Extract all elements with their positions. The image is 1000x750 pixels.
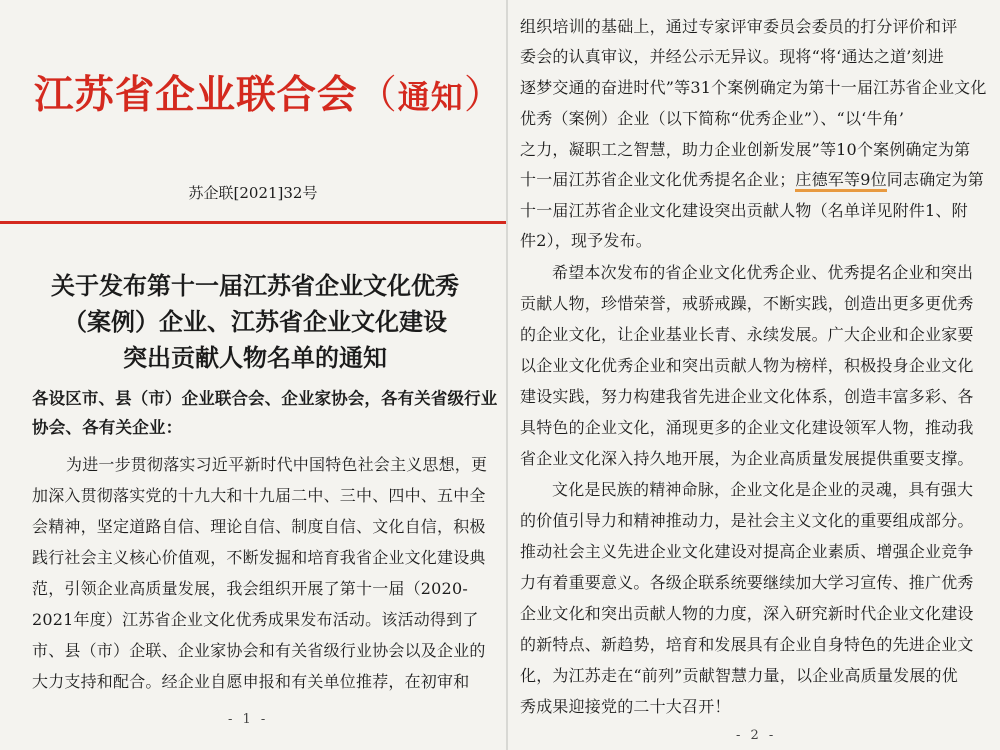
body-line: 践行社会主义核心价值观，不断发掘和培育我省企业文化建设典 — [32, 548, 486, 567]
body-line: 的新特点、新趋势，培育和发展具有企业自身特色的先进企业文 — [520, 635, 974, 654]
body-text: 同志确定为第 — [886, 170, 984, 189]
body-line: 2021年度）江苏省企业文化优秀成果发布活动。该活动得到了 — [32, 610, 479, 629]
header-title — [34, 64, 504, 120]
page-number: - 2 - — [736, 728, 777, 743]
title-line: （案例）企业、江苏省企业文化建设 — [63, 307, 447, 336]
body-line: 之力，凝职工之智慧，助力企业创新发展”等10个案例确定为第 — [520, 140, 971, 159]
body-line: 市、县（市）企联、企业家协会和有关省级行业协会以及企业的 — [32, 641, 486, 660]
body-line: 贡献人物，珍惜荣誉，戒骄戒躁，不断实践，创造出更多更优秀 — [520, 294, 974, 313]
addressee-line: 各设区市、县（市）企业联合会、企业家协会，各有关省级行业 — [32, 389, 498, 408]
addressee-line: 协会、各有关企业： — [32, 418, 183, 437]
body-line: 秀成果迎接党的二十大召开！ — [520, 697, 731, 716]
body-line: 以企业文化优秀企业和突出贡献人物为榜样，积极投身企业文化 — [520, 356, 974, 375]
header-kind: 通知 — [397, 78, 464, 116]
header-org: 江苏省企业联合会 — [34, 72, 358, 118]
highlighted-text: 庄德军等9位 — [795, 170, 886, 192]
body-line: 为进一步贯彻落实习近平新时代中国特色社会主义思想，更 — [66, 455, 488, 474]
header-close-paren: ） — [463, 72, 505, 118]
body-line-highlighted — [520, 167, 984, 190]
title-line: 关于发布第十一届江苏省企业文化优秀 — [51, 271, 459, 300]
body-line: 具特色的企业文化，涌现更多的企业文化建设领军人物，推动我 — [520, 418, 974, 437]
body-line: 委会的认真审议，并经公示无异议。现将“将‘通达之道’刻进 — [520, 47, 944, 66]
document-page-2 — [508, 0, 1000, 750]
body-line: 逐梦交通的奋进时代”等31个案例确定为第十一届江苏省企业文化 — [520, 78, 987, 97]
body-line: 希望本次发布的省企业文化优秀企业、优秀提名企业和突出 — [552, 263, 974, 282]
body-line: 组织培训的基础上，通过专家评审委员会委员的打分评价和评 — [520, 17, 958, 36]
body-line: 大力支持和配合。经企业自愿申报和有关单位推荐，在初审和 — [32, 672, 470, 691]
header-divider — [0, 221, 506, 224]
title-line: 突出贡献人物名单的通知 — [123, 343, 387, 372]
body-line: 力有着重要意义。各级企联系统要继续加大学习宣传、推广优秀 — [520, 573, 974, 592]
body-line: 的企业文化，让企业基业长青、永续发展。广大企业和企业家要 — [520, 325, 974, 344]
body-line: 化，为江苏走在“前列”贡献智慧力量，以企业高质量发展的优 — [520, 666, 958, 685]
document-number: 苏企联[2021]32号 — [188, 184, 318, 202]
body-line: 企业文化和突出贡献人物的力度，深入研究新时代企业文化建设 — [520, 604, 974, 623]
body-line: 建设实践，努力构建我省先进企业文化体系，创造丰富多彩、各 — [520, 387, 974, 406]
header-open-paren: （ — [357, 72, 398, 118]
body-line: 十一届江苏省企业文化建设突出贡献人物（名单详见附件1、附 — [520, 201, 968, 220]
document-title — [30, 268, 480, 376]
page-number: - 1 - — [228, 712, 269, 727]
body-line: 推动社会主义先进企业文化建设对提高企业素质、增强企业竞争 — [520, 542, 974, 561]
body-line: 加深入贯彻落实党的十九大和十九届二中、三中、四中、五中全 — [32, 486, 486, 505]
body-text: 十一届江苏省企业文化优秀提名企业； — [520, 170, 796, 189]
body-line: 的价值引导力和精神推动力，是社会主义文化的重要组成部分。 — [520, 511, 974, 530]
body-line: 会精神，坚定道路自信、理论自信、制度自信、文化自信，积极 — [32, 517, 486, 536]
body-line: 范，引领企业高质量发展，我会组织开展了第十一届（2020- — [32, 579, 468, 598]
body-line: 省企业文化深入持久地开展，为企业高质量发展提供重要支撑。 — [520, 449, 974, 468]
body-line: 优秀（案例）企业（以下简称“优秀企业”）、“以‘牛角’ — [520, 109, 905, 128]
body-line: 件2），现予发布。 — [520, 231, 652, 250]
body-line: 文化是民族的精神命脉，企业文化是企业的灵魂，具有强大 — [552, 480, 974, 499]
